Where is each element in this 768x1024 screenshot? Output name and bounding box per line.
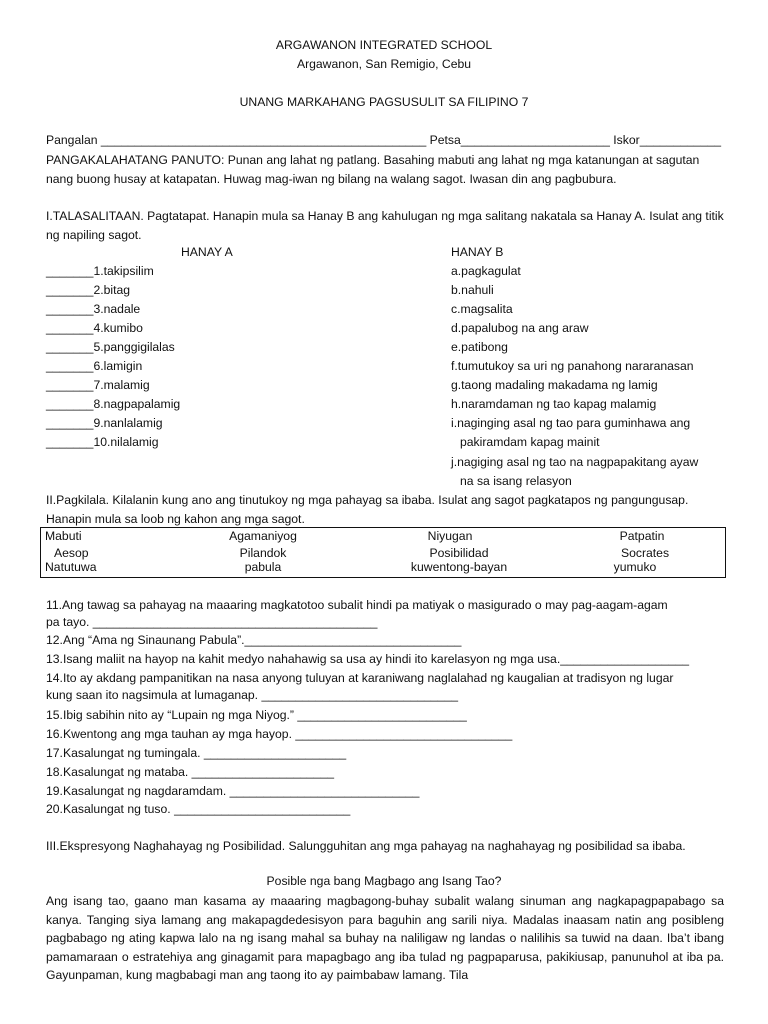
question-item: 14.Ito ay akdang pampanitikan na nasa anyong tuluyan at karaniwang naglalahad ng kaugalian at tradisyon ng lugar <box>46 671 674 685</box>
hanay-b-item: g.taong madaling makadama ng lamig <box>451 378 658 392</box>
hanay-a-item: _______7.malamig <box>46 378 150 392</box>
question-item-cont: pa tayo. __________________________________________ <box>46 615 378 629</box>
story-title: Posible nga bang Magbago ang Isang Tao? <box>266 874 502 888</box>
name-date-score-line: Pangalan ________________________________________________ Petsa______________________ Iskor____________ <box>46 133 722 147</box>
question-item: 18.Kasalungat ng mataba. _____________________ <box>46 765 335 779</box>
story-paragraph: Ang isang tao, gaano man kasama ay maaaring magbagong-buhay subalit walang sinuman ang nagkapagpapabago sa kanya. Tanging siya lamang ang makapagdedesisyon para baguhin ang sarili niya. Madalas inaasam natin ang posibleng pagbabago ng ating kapwa lalo na ng isang mahal sa buhay na naliligaw ng landas o nalilihis sa tuwid na daan. Iba’t ibang pamamaraan o estratehiya ang ginagamit para mapagbago ang iba tulad ng pagpaparusa, pakikiusap, panunuhol at iba pa. Gayunpaman, kung magbabagi man ang taong ito ay paimbabaw lamang. Tila <box>46 894 724 982</box>
box-word: Natutuwa <box>45 560 97 574</box>
question-item: 12.Ang “Ama ng Sinaunang Pabula”.________________________________ <box>46 633 462 647</box>
box-word: pabula <box>244 560 282 574</box>
hanay-a-header: HANAY A <box>181 245 233 259</box>
question-item: 20.Kasalungat ng tuso. __________________________ <box>46 802 351 816</box>
box-word: Socrates <box>620 546 670 560</box>
hanay-a-item: _______9.nanlalamig <box>46 416 163 430</box>
hanay-a-item: _______3.nadale <box>46 302 141 316</box>
box-word: Niyugan <box>427 529 473 543</box>
hanay-b-item-cont: pakiramdam kapag mainit <box>460 435 600 449</box>
box-word: Pilandok <box>239 546 287 560</box>
hanay-b-item-cont: na sa isang relasyon <box>460 474 572 488</box>
question-item: 11.Ang tawag sa pahayag na maaaring magkatotoo subalit hindi pa matiyak o masigurado o may pag-aagam-agam <box>46 598 668 612</box>
general-instructions: PANGAKALAHATANG PANUTO: Punan ang lahat ng patlang. Basahing mabuti ang lahat ng mga katanungan at sagutan nang buong husay at katapatan. Huwag mag-iwan ng bilang na walang sagot. Iwasan din ang pagbubura. <box>46 153 700 186</box>
box-word: Mabuti <box>45 529 82 543</box>
hanay-b-item: a.pagkagulat <box>451 264 521 278</box>
box-word: Posibilidad <box>429 546 489 560</box>
answer-word-box <box>40 527 726 578</box>
hanay-b-item: h.naramdaman ng tao kapag malamig <box>451 397 657 411</box>
hanay-b-item: i.naginging asal ng tao para guminhawa ang <box>451 416 691 430</box>
hanay-a-item: _______10.nilalamig <box>46 435 159 449</box>
question-item: 16.Kwentong ang mga tauhan ay mga hayop. ________________________________ <box>46 727 513 741</box>
hanay-a-item: _______4.kumibo <box>46 321 143 335</box>
hanay-a-item: _______2.bitag <box>46 283 131 297</box>
part3-instructions: III.Ekspresyong Naghahayag ng Posibilidad. Salungguhitan ang mga pahayag na naghahayag ng posibilidad sa ibaba. <box>46 839 686 853</box>
question-item-cont: kung saan ito nagsimula at lumaganap. _____________________________ <box>46 688 459 702</box>
box-word: kuwentong-bayan <box>410 560 508 574</box>
question-item: 15.Ibig sabihin nito ay “Lupain ng mga Niyog.” _________________________ <box>46 708 467 722</box>
exam-title: UNANG MARKAHANG PAGSUSULIT SA FILIPINO 7 <box>239 95 529 109</box>
hanay-a-item: _______6.lamigin <box>46 359 143 373</box>
hanay-b-item: c.magsalita <box>451 302 513 316</box>
box-word: Agamaniyog <box>229 529 297 543</box>
hanay-a-item: _______5.panggigilalas <box>46 340 175 354</box>
hanay-a-item: _______1.takipsilim <box>46 264 154 278</box>
hanay-b-item: f.tumutukoy sa uri ng panahong nararanasan <box>451 359 694 373</box>
hanay-b-item: j.nagiging asal ng tao na nagpapakitang ayaw <box>451 455 699 469</box>
box-word: Patpatin <box>619 529 665 543</box>
school-name: ARGAWANON INTEGRATED SCHOOL <box>275 38 493 52</box>
part1-instructions: I.TALASALITAAN. Pagtatapat. Hanapin mula sa Hanay B ang kahulugan ng mga salitang nakatala sa Hanay A. Isulat ang titik ng napiling sagot. <box>46 209 724 242</box>
hanay-b-item: e.patibong <box>451 340 508 354</box>
box-word: yumuko <box>613 560 657 574</box>
hanay-a-item: _______8.nagpapalamig <box>46 397 181 411</box>
hanay-b-item: d.papalubog na ang araw <box>451 321 589 335</box>
hanay-b-item: b.nahuli <box>451 283 494 297</box>
question-item: 17.Kasalungat ng tumingala. _____________________ <box>46 746 347 760</box>
school-address: Argawanon, San Remigio, Cebu <box>296 57 472 71</box>
box-word: Aesop <box>54 546 89 560</box>
question-item: 13.Isang maliit na hayop na kahit medyo nahahawig sa usa ay hindi ito karelasyon ng mga usa.___________________ <box>46 652 690 666</box>
question-item: 19.Kasalungat ng nagdaramdam. ____________________________ <box>46 784 420 798</box>
part2-instructions: II.Pagkilala. Kilalanin kung ano ang tinutukoy ng mga pahayag sa ibaba. Isulat ang sagot pagkatapos ng pangungusap. Hanapin mula sa loob ng kahon ang mga sagot. <box>46 493 689 526</box>
hanay-b-header: HANAY B <box>451 245 504 259</box>
